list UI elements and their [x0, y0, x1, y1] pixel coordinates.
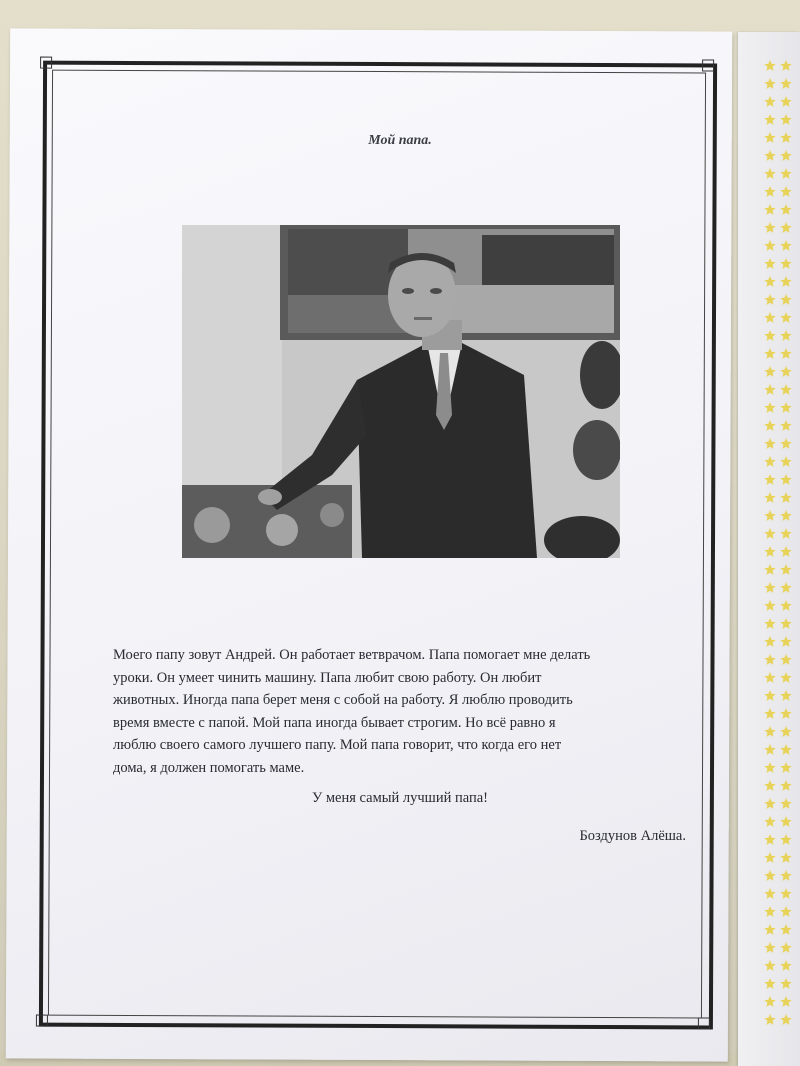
star-icon [780, 654, 791, 665]
star-icon [780, 762, 791, 773]
paragraph-line: время вместе с папой. Мой папа иногда бывает строгим. Но всё равно я [113, 714, 556, 731]
star-icon [764, 402, 775, 413]
paragraph-line: дома, я должен помогать маме. [113, 759, 305, 776]
star-icon [764, 816, 775, 827]
star-icon [780, 618, 791, 629]
star-icon [764, 60, 775, 71]
body-text [113, 644, 693, 780]
star-icon [780, 798, 791, 809]
star-icon [764, 780, 775, 791]
paragraph-line: уроки. Он умеет чинить машину. Папа любит свою работу. Он любит [113, 669, 542, 686]
star-icon [780, 816, 791, 827]
star-icon [780, 708, 791, 719]
star-icon [780, 456, 791, 467]
star-icon [764, 636, 775, 647]
frame-corner-ornament [698, 1017, 710, 1029]
star-icon [764, 294, 775, 305]
star-icon [764, 870, 775, 881]
star-icon [780, 582, 791, 593]
star-icon-column [762, 58, 796, 1028]
star-icon [764, 456, 775, 467]
star-icon [780, 258, 791, 269]
star-icon [764, 438, 775, 449]
star-icon [764, 834, 775, 845]
star-icon [780, 276, 791, 287]
star-icon [780, 852, 791, 863]
star-icon [780, 330, 791, 341]
star-icon [780, 60, 791, 71]
star-icon [764, 114, 775, 125]
star-icon [780, 780, 791, 791]
star-icon [764, 672, 775, 683]
star-icon [764, 186, 775, 197]
star-icon [780, 186, 791, 197]
page-title: Мой папа. [368, 133, 432, 148]
star-icon [764, 96, 775, 107]
star-icon [764, 510, 775, 521]
star-icon [764, 762, 775, 773]
star-icon [780, 978, 791, 989]
star-icon [780, 168, 791, 179]
frame-corner-ornament [702, 59, 714, 71]
star-icon [764, 654, 775, 665]
star-icon [764, 690, 775, 701]
frame-corner-ornament [36, 1015, 48, 1027]
star-icon [780, 240, 791, 251]
star-icon [764, 474, 775, 485]
star-icon [780, 150, 791, 161]
star-icon [780, 294, 791, 305]
star-icon [780, 366, 791, 377]
star-icon [780, 690, 791, 701]
star-icon [780, 510, 791, 521]
star-icon [764, 726, 775, 737]
portrait-photo [182, 225, 620, 558]
star-icon [780, 348, 791, 359]
star-icon [780, 888, 791, 899]
paragraph-line: животных. Иногда папа берет меня с собой на работу. Я люблю проводить [113, 692, 573, 709]
star-icon [764, 168, 775, 179]
star-icon [764, 582, 775, 593]
star-icon [780, 942, 791, 953]
star-icon [764, 960, 775, 971]
star-icon [780, 312, 791, 323]
star-icon [764, 366, 775, 377]
star-icon [764, 1014, 775, 1025]
star-icon [764, 888, 775, 899]
frame-corner-ornament [40, 57, 52, 69]
star-icon [764, 618, 775, 629]
star-icon [764, 492, 775, 503]
star-icon [780, 672, 791, 683]
star-icon [764, 996, 775, 1007]
star-icon [764, 564, 775, 575]
star-icon [780, 960, 791, 971]
star-icon [780, 1014, 791, 1025]
star-icon [764, 258, 775, 269]
star-icon [780, 474, 791, 485]
star-icon [780, 924, 791, 935]
star-icon [780, 114, 791, 125]
star-icon [764, 276, 775, 287]
star-icon [764, 528, 775, 539]
star-icon [780, 600, 791, 611]
star-icon [780, 546, 791, 557]
star-icon [764, 924, 775, 935]
paragraph-line: Моего папу зовут Андрей. Он работает ветврачом. Папа помогает мне делать [113, 647, 591, 663]
star-icon [764, 852, 775, 863]
star-icon [764, 312, 775, 323]
star-icon [764, 132, 775, 143]
star-icon [764, 600, 775, 611]
star-icon [780, 204, 791, 215]
star-border-decoration [762, 58, 796, 1028]
star-icon [764, 798, 775, 809]
star-icon [780, 492, 791, 503]
star-icon [780, 384, 791, 395]
star-icon [764, 348, 775, 359]
star-icon [780, 438, 791, 449]
star-icon [780, 564, 791, 575]
star-icon [780, 222, 791, 233]
star-icon [780, 996, 791, 1007]
author-signature: Боздунов Алёша. [579, 828, 686, 844]
star-icon [764, 384, 775, 395]
star-icon [764, 222, 775, 233]
star-icon [764, 420, 775, 431]
star-icon [764, 744, 775, 755]
star-icon [780, 906, 791, 917]
star-icon [780, 96, 791, 107]
star-icon [780, 420, 791, 431]
star-icon [764, 546, 775, 557]
star-icon [764, 708, 775, 719]
star-icon [764, 906, 775, 917]
star-icon [764, 78, 775, 89]
star-icon [764, 204, 775, 215]
star-icon [780, 870, 791, 881]
star-icon [764, 150, 775, 161]
star-icon [780, 528, 791, 539]
star-icon [780, 78, 791, 89]
star-icon [780, 726, 791, 737]
star-icon [780, 744, 791, 755]
star-icon [764, 978, 775, 989]
closing-sentence: У меня самый лучший папа! [311, 790, 489, 806]
star-icon [780, 132, 791, 143]
paragraph-line: люблю своего самого лучшего папу. Мой папа говорит, что когда его нет [113, 737, 562, 754]
star-icon [780, 834, 791, 845]
star-icon [764, 330, 775, 341]
star-icon [764, 942, 775, 953]
star-icon [764, 240, 775, 251]
star-icon [780, 636, 791, 647]
star-icon [780, 402, 791, 413]
